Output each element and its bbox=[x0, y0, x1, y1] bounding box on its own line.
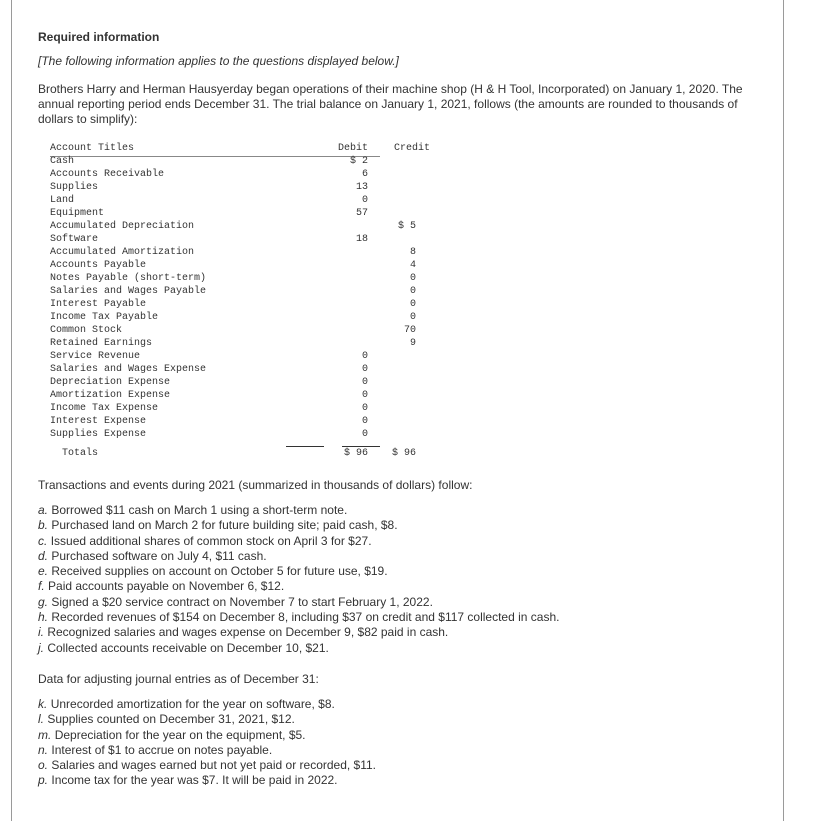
item-letter: c. bbox=[38, 533, 48, 548]
debit-total: $ 96 bbox=[343, 448, 368, 459]
table-row bbox=[50, 259, 416, 272]
item-text: Purchased software on July 4, $11 cash. bbox=[51, 548, 267, 563]
item-letter: p. bbox=[38, 773, 49, 788]
debit-amount: 57 bbox=[355, 208, 368, 219]
credit-amount: 0 bbox=[409, 299, 416, 310]
item-letter: g. bbox=[38, 594, 49, 609]
adjustments-list bbox=[38, 697, 376, 789]
account-title: Accounts Payable bbox=[50, 260, 147, 271]
credit-amount: 0 bbox=[409, 286, 416, 297]
credit-amount: 8 bbox=[409, 247, 416, 258]
transaction-item bbox=[38, 534, 559, 549]
account-title: Retained Earnings bbox=[50, 338, 153, 349]
debit-amount: $ 2 bbox=[349, 156, 368, 167]
table-row bbox=[50, 324, 416, 337]
item-text: Unrecorded amortization for the year on software, $8. bbox=[50, 697, 335, 711]
item-text: Received supplies on account on October 5 for future use, $19. bbox=[51, 564, 388, 579]
required-information-title: Required information bbox=[38, 30, 160, 44]
adjustment-item bbox=[38, 758, 376, 773]
transactions-heading: Transactions and events during 2021 (summarized in thousands of dollars) follow: bbox=[38, 478, 473, 492]
account-title: Interest Payable bbox=[50, 299, 147, 310]
item-letter: f. bbox=[38, 579, 45, 594]
credit-amount: 9 bbox=[409, 338, 416, 349]
item-text: Signed a $20 service contract on November 7 to start February 1, 2022. bbox=[51, 594, 433, 609]
account-title: Salaries and Wages Payable bbox=[50, 286, 207, 297]
transaction-item bbox=[38, 625, 559, 640]
account-titles-header: Account Titles bbox=[50, 143, 135, 154]
transaction-item bbox=[38, 595, 559, 610]
table-row bbox=[50, 155, 388, 168]
adjustments-heading: Data for adjusting journal entries as of December 31: bbox=[38, 672, 319, 686]
credit-amount: 0 bbox=[409, 312, 416, 323]
table-row bbox=[50, 337, 416, 350]
account-title: Income Tax Payable bbox=[50, 312, 159, 323]
transaction-item bbox=[38, 579, 559, 594]
account-title: Accumulated Amortization bbox=[50, 247, 195, 258]
instruction-text: [The following information applies to the questions displayed below.] bbox=[38, 54, 399, 68]
table-row bbox=[50, 428, 388, 441]
item-letter: o. bbox=[38, 758, 49, 773]
totals-label: Totals bbox=[62, 448, 99, 459]
credit-amount: 0 bbox=[409, 273, 416, 284]
item-text: Issued additional shares of common stock on April 3 for $27. bbox=[50, 533, 372, 548]
account-title: Service Revenue bbox=[50, 351, 141, 362]
debit-amount: 0 bbox=[361, 364, 368, 375]
item-text: Depreciation for the year on the equipment, $5. bbox=[54, 727, 306, 742]
item-letter: n. bbox=[38, 742, 49, 757]
debit-amount: 0 bbox=[361, 351, 368, 362]
table-row bbox=[50, 402, 388, 415]
item-letter: a. bbox=[38, 503, 49, 517]
account-title: Supplies Expense bbox=[50, 429, 147, 440]
table-row bbox=[50, 181, 388, 194]
intro-paragraph: Brothers Harry and Herman Hausyerday began operations of their machine shop (H & H Tool, Incorporated) on January 1, 2020. The annual reporting period ends December 31. The trial balance on January 1, 2021, follows (the amounts are rounded to thousands of dollars to simplify): bbox=[38, 82, 743, 126]
totals-row bbox=[50, 447, 416, 460]
item-letter: i. bbox=[38, 625, 44, 640]
transaction-item bbox=[38, 641, 559, 656]
item-text: Interest of $1 to accrue on notes payable. bbox=[51, 742, 273, 757]
credit-total: $ 96 bbox=[391, 448, 416, 459]
item-letter: j. bbox=[38, 640, 44, 655]
item-text: Borrowed $11 cash on March 1 using a short-term note. bbox=[51, 503, 348, 517]
table-row bbox=[50, 194, 388, 207]
item-text: Paid accounts payable on November 6, $12. bbox=[48, 579, 285, 594]
trial-balance-table bbox=[50, 142, 430, 441]
table-row bbox=[50, 285, 416, 298]
credit-header: Credit bbox=[393, 143, 430, 154]
adjustment-item bbox=[38, 728, 376, 743]
credit-amount: 4 bbox=[409, 260, 416, 271]
account-title: Salaries and Wages Expense bbox=[50, 364, 207, 375]
item-letter: l. bbox=[38, 712, 44, 727]
debit-header: Debit bbox=[337, 143, 368, 154]
debit-amount: 0 bbox=[361, 195, 368, 206]
table-row bbox=[50, 168, 388, 181]
credit-amount: 70 bbox=[403, 325, 416, 336]
account-title: Depreciation Expense bbox=[50, 377, 171, 388]
account-title: Accounts Receivable bbox=[50, 169, 165, 180]
item-text: Collected accounts receivable on December 10, $21. bbox=[47, 640, 329, 655]
account-title: Accumulated Depreciation bbox=[50, 221, 195, 232]
account-title: Land bbox=[50, 195, 75, 206]
table-row bbox=[50, 350, 388, 363]
account-title: Software bbox=[50, 234, 99, 245]
transactions-list bbox=[38, 503, 559, 656]
adjustment-item bbox=[38, 773, 376, 788]
debit-amount: 0 bbox=[361, 416, 368, 427]
adjustment-item bbox=[38, 697, 376, 712]
item-letter: k. bbox=[38, 697, 48, 711]
item-text: Purchased land on March 2 for future building site; paid cash, $8. bbox=[51, 518, 398, 533]
debit-amount: 0 bbox=[361, 429, 368, 440]
table-row bbox=[50, 298, 416, 311]
item-letter: e. bbox=[38, 564, 49, 579]
right-border bbox=[783, 0, 784, 821]
account-title: Equipment bbox=[50, 208, 105, 219]
table-row bbox=[50, 415, 388, 428]
item-letter: d. bbox=[38, 548, 49, 563]
table-row bbox=[50, 363, 388, 376]
table-row bbox=[50, 389, 388, 402]
table-row bbox=[50, 207, 388, 220]
debit-amount: 0 bbox=[361, 377, 368, 388]
debit-amount: 0 bbox=[361, 403, 368, 414]
item-letter: m. bbox=[38, 727, 52, 742]
item-letter: b. bbox=[38, 518, 49, 533]
table-row bbox=[50, 220, 416, 233]
table-row bbox=[50, 376, 388, 389]
item-text: Recognized salaries and wages expense on December 9, $82 paid in cash. bbox=[47, 625, 449, 640]
transaction-item bbox=[38, 518, 559, 533]
account-title: Notes Payable (short-term) bbox=[50, 273, 207, 284]
debit-amount: 13 bbox=[355, 182, 368, 193]
account-title: Cash bbox=[50, 156, 75, 167]
adjustment-item bbox=[38, 743, 376, 758]
account-title: Income Tax Expense bbox=[50, 403, 159, 414]
transaction-item bbox=[38, 503, 559, 518]
credit-amount: $ 5 bbox=[397, 221, 416, 232]
table-header-row bbox=[50, 142, 430, 155]
item-text: Income tax for the year was $7. It will be paid in 2022. bbox=[51, 773, 338, 788]
account-title: Amortization Expense bbox=[50, 390, 171, 401]
transaction-item bbox=[38, 610, 559, 625]
transaction-item bbox=[38, 549, 559, 564]
left-border bbox=[11, 0, 12, 821]
debit-amount: 0 bbox=[361, 390, 368, 401]
item-text: Recorded revenues of $154 on December 8, including $37 on credit and $117 collected in cash. bbox=[51, 610, 560, 625]
account-title: Common Stock bbox=[50, 325, 123, 336]
table-row bbox=[50, 246, 416, 259]
account-title: Supplies bbox=[50, 182, 99, 193]
table-row bbox=[50, 272, 416, 285]
table-row bbox=[50, 233, 388, 246]
item-text: Salaries and wages earned but not yet paid or recorded, $11. bbox=[51, 758, 377, 773]
debit-amount: 18 bbox=[355, 234, 368, 245]
account-title: Interest Expense bbox=[50, 416, 147, 427]
transaction-item bbox=[38, 564, 559, 579]
table-row bbox=[50, 311, 416, 324]
item-text: Supplies counted on December 31, 2021, $12. bbox=[47, 712, 295, 727]
adjustment-item bbox=[38, 712, 376, 727]
debit-amount: 6 bbox=[361, 169, 368, 180]
item-letter: h. bbox=[38, 610, 49, 625]
